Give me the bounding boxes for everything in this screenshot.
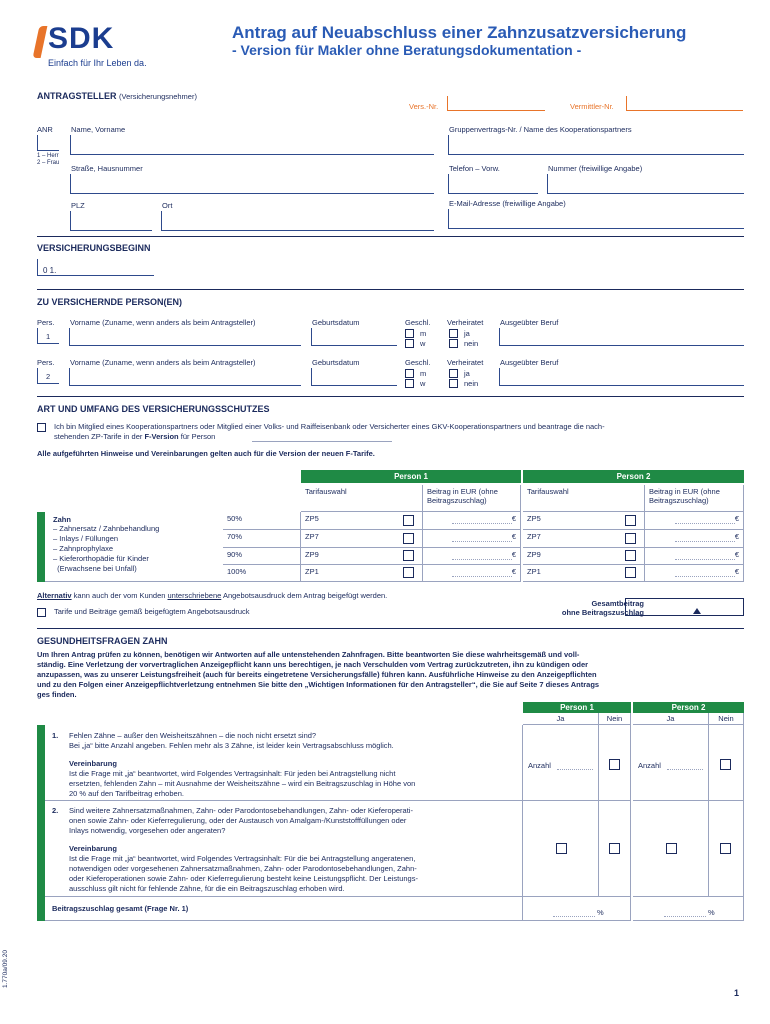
pct-cell: 90% — [223, 548, 301, 565]
q2-text: Sind weitere Zahnersatzmaßnahmen, Zahn- oder Parodontosebehandlungen, Zahn- oder Kieferoperati- — [69, 806, 413, 815]
name-field[interactable] — [70, 135, 434, 155]
tarif-checkbox-p2[interactable] — [625, 533, 636, 544]
surcharge-p1-pct: % — [597, 908, 604, 917]
total-label-line1: Gesamtbeitrag — [591, 599, 644, 608]
offer-checkbox-label: Tarife und Beiträge gemäß beigefügtem Angebotsausdruck — [54, 607, 250, 616]
health-section-title: GESUNDHEITSFRAGEN ZAHN — [37, 636, 168, 646]
divider — [37, 628, 744, 629]
married-yes-label: ja — [464, 369, 470, 378]
eur-cell[interactable]: € — [645, 512, 744, 530]
pct-cell: 70% — [223, 530, 301, 548]
nein-header: Nein — [709, 713, 744, 725]
q1-p2-nein-checkbox[interactable] — [720, 759, 731, 770]
ja-header: Ja — [633, 713, 709, 725]
tarif-cell: ZP5 — [523, 512, 645, 530]
eur-cell[interactable]: € — [645, 530, 744, 548]
coverage-section-title: ART UND UMFANG DES VERSICHERUNGSSCHUTZES — [37, 404, 270, 414]
tarif-checkbox-p1[interactable] — [403, 533, 414, 544]
divider — [37, 236, 744, 237]
married-label: Verheiratet — [447, 358, 484, 367]
surcharge-p1-cell[interactable] — [523, 897, 631, 921]
zahn-green-bar — [37, 512, 45, 582]
tarif-cell: ZP7 — [523, 530, 645, 548]
q2-number: 2. — [52, 806, 59, 815]
offer-checkbox[interactable] — [37, 608, 46, 617]
health-green-bar — [37, 725, 45, 921]
q1-text: Bei „ja“ bitte Anzahl angeben. Fehlen mehr als 3 Zähne, ist leider kein Vertragsabschluss möglich. — [69, 741, 394, 750]
job-field[interactable] — [499, 368, 744, 386]
married-yes-label: ja — [464, 329, 470, 338]
pct-cell: 50% — [223, 512, 301, 530]
married-no-checkbox[interactable] — [449, 339, 458, 348]
gender-w-checkbox[interactable] — [405, 379, 414, 388]
tarif-checkbox-p1[interactable] — [403, 550, 414, 561]
married-no-label: nein — [464, 379, 479, 388]
q1-p1-nein-checkbox[interactable] — [609, 759, 620, 770]
member-checkbox[interactable] — [37, 423, 46, 432]
q2-agreement: notwendigen oder vorgesehenen Zahnersatzmaßnahmen, Zahn- oder Parodontosebehandlungen, Zahn- — [69, 864, 417, 873]
zahn-item: – Zahnersatz / Zahnbehandlung — [53, 524, 160, 533]
married-yes-checkbox[interactable] — [449, 369, 458, 378]
phone-number-field[interactable] — [547, 174, 744, 194]
ja-header: Ja — [523, 713, 599, 725]
divider — [37, 396, 744, 397]
tarif-cell: ZP9 — [301, 548, 423, 565]
gender-m-checkbox[interactable] — [405, 369, 414, 378]
divider — [37, 289, 744, 290]
firstname-field[interactable] — [69, 368, 301, 386]
firstname-label: Vorname (Zuname, wenn anders als beim Antragsteller) — [70, 358, 256, 367]
eur-cell[interactable]: € — [645, 548, 744, 565]
q2-p2-nein-checkbox[interactable] — [720, 843, 731, 854]
plz-label: PLZ — [71, 201, 85, 210]
married-no-label: nein — [464, 339, 479, 348]
job-field[interactable] — [499, 328, 744, 346]
tarif-checkbox-p1[interactable] — [403, 567, 414, 578]
health-intro: ständig. Eine Verletzung der vorvertraglichen Anzeigepflicht kann uns berechtigen, je nach Verschulden vom Vertrag zurückzutreten, ihn zu kündigen oder — [37, 660, 589, 669]
logo-slogan: Einfach für Ihr Leben da. — [48, 58, 147, 68]
q2-text: onen sowie Zahn- oder Kieferregulierung, oder der Austausch von Amalgam-/Kunststofffüllungen oder — [69, 816, 407, 825]
surcharge-p2-line — [664, 916, 706, 917]
q2-agreement: Ist die Frage mit „ja“ beantwortet, wird Folgendes Vertragsinhalt: Für die bei Antragstellung angeratenen, — [69, 854, 416, 863]
form-code: 1.770a/09.20 — [2, 950, 9, 988]
logo — [36, 24, 186, 74]
health-intro: ges finden. — [37, 690, 77, 699]
gender-m-checkbox[interactable] — [405, 329, 414, 338]
married-yes-checkbox[interactable] — [449, 329, 458, 338]
health-intro: und zu den Folgen einer Anzeigepflichtverletzung entnehmen Sie bitte den „Wichtigen Informationen für den Antragsteller“, die Sie auf Seite 7 dieses Antrags — [37, 680, 600, 689]
q1-p1-anzahl-line[interactable] — [557, 769, 593, 770]
anr-label: ANR — [37, 125, 53, 134]
q1-number: 1. — [52, 731, 59, 740]
page-subtitle: - Version für Makler ohne Beratungsdokumentation - — [232, 42, 582, 58]
tarif-checkbox-p2[interactable] — [625, 550, 636, 561]
persons-section-title: ZU VERSICHERNDE PERSON(EN) — [37, 297, 183, 307]
firstname-field[interactable] — [69, 328, 301, 346]
q2-agreement: ausschluss gilt nicht für fehlende Zähne, für die ein Beitragszuschlag erhoben wird. — [69, 884, 345, 893]
pct-cell: 100% — [223, 565, 301, 582]
total-field[interactable] — [625, 598, 744, 616]
anr-hint-herr: 1 – Herr — [37, 153, 59, 159]
gender-w-checkbox[interactable] — [405, 339, 414, 348]
tarif-col-header: Tarifauswahl — [523, 485, 645, 512]
person1-header: Person 1 — [301, 470, 521, 483]
tarif-cell: ZP9 — [523, 548, 645, 565]
married-no-checkbox[interactable] — [449, 379, 458, 388]
zahn-item: – Zahnprophylaxe — [53, 544, 114, 553]
q2-p2-ja-checkbox[interactable] — [666, 843, 677, 854]
q2-p1-nein-checkbox[interactable] — [609, 843, 620, 854]
q1-text: Fehlen Zähne – außer den Weisheitszähnen – die noch nicht ersetzt sind? — [69, 731, 317, 740]
email-field[interactable] — [448, 209, 744, 229]
eur-cell[interactable]: € — [423, 512, 521, 530]
tarif-cell: ZP7 — [301, 530, 423, 548]
tarif-checkbox-p2[interactable] — [625, 515, 636, 526]
city-label: Ort — [162, 201, 173, 210]
triangle-icon — [693, 608, 701, 614]
gender-label: Geschl. — [405, 318, 431, 327]
person2-header: Person 2 — [523, 470, 744, 483]
eur-cell[interactable]: € — [423, 565, 521, 582]
q1-agreement: 20 % auf den Tarifbeitrag erhoben. — [69, 789, 184, 798]
member-text-line1: Ich bin Mitglied eines Kooperationspartners oder Mitglied einer Volks- und Raiffeisenbank oder Versicherter eines GKV-Kooperationspartners und beantrage die nach- — [54, 422, 605, 431]
logo-text: SDK — [48, 22, 115, 55]
surcharge-p2-cell[interactable] — [633, 897, 744, 921]
health-person1-header: Person 1 — [523, 702, 631, 713]
birthdate-label: Geburtsdatum — [312, 358, 360, 367]
q2-agreement: oder Kieferoperationen sowie Zahn- oder Kieferregulierung besteht keine Leistungspflicht. Der Leistungs- — [69, 874, 418, 883]
zahn-block — [45, 512, 223, 582]
city-field[interactable] — [161, 211, 434, 231]
phone-label: Telefon – Vorw. — [449, 164, 500, 173]
street-field[interactable] — [70, 174, 434, 194]
gender-w-label: w — [420, 339, 426, 348]
job-label: Ausgeübter Beruf — [500, 318, 559, 327]
page-number: 1 — [734, 988, 740, 998]
vermittler-nr-label: Vermittler-Nr. — [570, 102, 614, 111]
applicant-section-title: ANTRAGSTELLER (Versicherungsnehmer) — [37, 91, 197, 101]
pers-number: 1 — [46, 332, 51, 341]
health-intro: Um Ihren Antrag prüfen zu können, benötigen wir Antworten auf alle untenstehenden Zahnfragen. Bitte beantworten Sie diese wahrheitsgemäß und voll- — [37, 650, 580, 659]
surcharge-label: Beitragszuschlag gesamt (Frage Nr. 1) — [52, 904, 189, 913]
eur-cell[interactable]: € — [423, 548, 521, 565]
start-date-prefill: 0 1. — [43, 266, 57, 275]
zahn-item: – Kieferorthopädie für Kinder — [53, 554, 149, 563]
zahn-item: (Erwachsene bei Unfall) — [53, 564, 137, 573]
zahn-title: Zahn — [53, 515, 71, 524]
person-line[interactable] — [252, 441, 392, 442]
eur-cell[interactable]: € — [645, 565, 744, 582]
pers-label: Pers. — [37, 318, 55, 327]
phone-number-label: Nummer (freiwillige Angabe) — [548, 164, 643, 173]
beitrag-col-header: Beitrag in EUR (ohne Beitragszuschlag) — [423, 485, 521, 512]
q2-text: Inlays notwendig, vorgesehen oder angeraten? — [69, 826, 226, 835]
member-text-line2: stehenden ZP-Tarife in der F-Version für Person — [54, 432, 216, 441]
tarif-col-header: Tarifauswahl — [301, 485, 423, 512]
birthdate-field[interactable] — [311, 328, 397, 346]
tarif-cell: ZP1 — [301, 565, 423, 582]
q1-p2-anzahl: Anzahl — [638, 761, 661, 770]
tarif-cell: ZP1 — [523, 565, 645, 582]
q1-p2-anzahl-line[interactable] — [667, 769, 703, 770]
job-label: Ausgeübter Beruf — [500, 358, 559, 367]
q2-agreement-title: Vereinbarung — [69, 844, 117, 853]
group-label: Gruppenvertrags-Nr. / Name des Kooperationspartners — [449, 125, 632, 134]
surcharge-p1-line — [553, 916, 595, 917]
pers-number: 2 — [46, 372, 51, 381]
vers-nr-field[interactable] — [447, 96, 545, 111]
zahn-item: – Inlays / Füllungen — [53, 534, 119, 543]
nein-header: Nein — [599, 713, 631, 725]
tarif-cell: ZP5 — [301, 512, 423, 530]
q1-agreement: Ist die Frage mit „ja“ beantwortet, wird Folgendes Vertragsinhalt: Für jeden bei Antragstellung nicht — [69, 769, 396, 778]
anr-field[interactable] — [37, 135, 59, 151]
tarif-checkbox-p2[interactable] — [625, 567, 636, 578]
q1-agreement-title: Vereinbarung — [69, 759, 117, 768]
beitrag-col-header: Beitrag in EUR (ohne Beitragszuschlag) — [645, 485, 744, 512]
coverage-note: Alle aufgeführten Hinweise und Vereinbarungen gelten auch für die Version der neuen F-Tarife. — [37, 449, 375, 458]
gender-m-label: m — [420, 369, 427, 378]
vermittler-nr-field[interactable] — [626, 96, 743, 111]
total-label-line2: ohne Beitragszuschlag — [561, 608, 644, 617]
name-label: Name, Vorname — [71, 125, 126, 134]
phone-prefix-field[interactable] — [448, 174, 538, 194]
page-title: Antrag auf Neuabschluss einer Zahnzusatzversicherung — [232, 23, 687, 42]
gender-m-label: m — [420, 329, 427, 338]
firstname-label: Vorname (Zuname, wenn anders als beim Antragsteller) — [70, 318, 256, 327]
email-label: E-Mail-Adresse (freiwillige Angabe) — [449, 199, 566, 208]
street-label: Straße, Hausnummer — [71, 164, 143, 173]
q1-agreement: ersetzten, fehlenden Zahn – mit Ausnahme der Weisheitszähne – wird ein Beitragszuschlag in Höhe von — [69, 779, 416, 788]
eur-cell[interactable]: € — [423, 530, 521, 548]
plz-field[interactable] — [70, 211, 152, 231]
group-field[interactable] — [448, 135, 744, 155]
tarif-checkbox-p1[interactable] — [403, 515, 414, 526]
health-person2-header: Person 2 — [633, 702, 744, 713]
alternative-note: Alternativ kann auch der vom Kunden unterschriebene Angebotsausdruck dem Antrag beigefügt werden. — [37, 591, 388, 600]
birthdate-label: Geburtsdatum — [312, 318, 360, 327]
married-label: Verheiratet — [447, 318, 484, 327]
q1-p1-anzahl: Anzahl — [528, 761, 551, 770]
surcharge-p2-pct: % — [708, 908, 715, 917]
gender-w-label: w — [420, 379, 426, 388]
vers-nr-label: Vers.-Nr. — [409, 102, 439, 111]
health-intro: anzupassen, was zu unserer Leistungsfreiheit (auch für bereits eingetretene Versicherungsfälle) führen kann. Ausführliche Hinweise zu den Anzeigepflichten — [37, 670, 597, 679]
pers-label: Pers. — [37, 358, 55, 367]
logo-swoosh-icon — [33, 26, 48, 58]
gender-label: Geschl. — [405, 358, 431, 367]
q2-p1-ja-checkbox[interactable] — [556, 843, 567, 854]
birthdate-field[interactable] — [311, 368, 397, 386]
start-section-title: VERSICHERUNGSBEGINN — [37, 243, 151, 253]
anr-hint-frau: 2 – Frau — [37, 160, 60, 166]
